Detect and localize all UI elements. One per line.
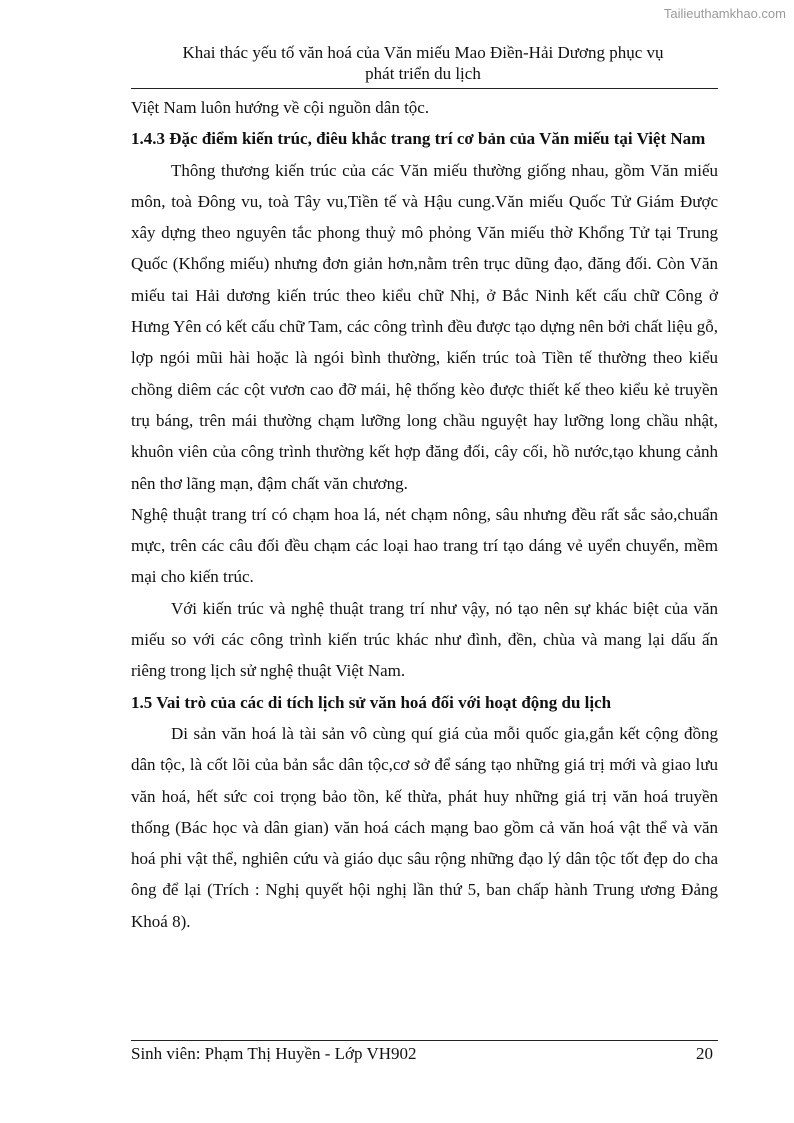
section-heading-1-5: 1.5 Vai trò của các di tích lịch sử văn hoá đối với hoạt động du lịch xyxy=(131,692,612,712)
page-body xyxy=(131,92,718,937)
header-divider xyxy=(131,88,718,89)
paragraph-distinction: Với kiến trúc và nghệ thuật trang trí như vậy, nó tạo nên sự khác biệt của văn miếu so với các công trình kiến trúc khác như đình, đền, chùa và mang lại dấu ấn riêng trong lịch sử nghệ thuật Việt Nam. xyxy=(131,598,718,681)
footer-divider xyxy=(131,1040,718,1041)
paragraph-architecture: Thông thương kiến trúc của các Văn miếu thường giống nhau, gồm Văn miếu môn, toà Đông vu, toà Tây vu,Tiền tế và Hậu cung.Văn miếu Quốc Tử Giám Được xây dựng theo nguyên tắc phong thuỷ mô phỏng Văn miếu thờ Khổng Tử tại Trung Quốc (Khổng miếu) nhưng đơn giản hơn,nằm trên trục dũng đạo, đăng đối. Còn Văn miếu tai Hải dương kiến trúc theo kiểu chữ Nhị, ở Bắc Ninh kết cấu chữ Công ở Hưng Yên có kết cấu chữ Tam, các công trình đều được tạo dựng nên bởi chất liệu gỗ, lợp ngói mũi hài hoặc là ngói bình thường, kiến trúc toà Tiền tế thường theo kiểu chồng diêm các cột vươn cao đỡ mái, hệ thống kèo được thiết kế theo kiểu kẻ truyền trụ báng, trên mái thường chạm lưỡng long chầu nguyệt hay lưỡng long chầu nhật, khuôn viên của công trình thường kết hợp đăng đối, cây cối, hồ nước,tạo khung cảnh nên thơ lãng mạn, đậm chất văn chương. xyxy=(131,160,718,493)
header-line-2: phát triển du lịch xyxy=(365,64,481,83)
running-header xyxy=(131,42,715,84)
section-heading-1-4-3: 1.4.3 Đặc điểm kiến trúc, điêu khắc trang trí cơ bản của Văn miếu tại Việt Nam xyxy=(131,129,706,149)
page-number: 20 xyxy=(696,1044,713,1063)
intro-paragraph: Việt Nam luôn hướng về cội nguồn dân tộc. xyxy=(131,98,430,117)
header-line-1: Khai thác yếu tố văn hoá của Văn miếu Mao Điền-Hải Dương phục vụ xyxy=(182,43,664,62)
footer-student: Sinh viên: Phạm Thị Huyền - Lớp VH902 xyxy=(131,1044,417,1063)
paragraph-heritage: Di sản văn hoá là tài sản vô cùng quí giá của mỗi quốc gia,gắn kết cộng đồng dân tộc, là cốt lõi của bản sắc dân tộc,cơ sở để sáng tạo những giá trị mới và giao lưu văn hoá, hết sức coi trọng bảo tồn, kế thừa, phát huy những giá trị văn hoá truyền thống (Bác học và dân gian) văn hoá cách mạng bao gồm cả văn hoá vật thể và văn hoá phi vật thể, nghiên cứu và giáo dục sâu rộng những đạo lý dân tộc tốt đẹp do cha ông để lại (Trích : Nghị quyết hội nghị lần thứ 5, ban chấp hành Trung ương Đảng Khoá 8). xyxy=(131,723,718,931)
paragraph-decoration: Nghệ thuật trang trí có chạm hoa lá, nét chạm nông, sâu nhưng đều rất sắc sảo,chuẩn mực, trên các câu đối đều chạm các loại hao trang trí tạo dáng vẻ uyển chuyển, mềm mại cho kiến trúc. xyxy=(131,504,718,587)
watermark-text: Tailieuthamkhao.com xyxy=(663,6,786,21)
